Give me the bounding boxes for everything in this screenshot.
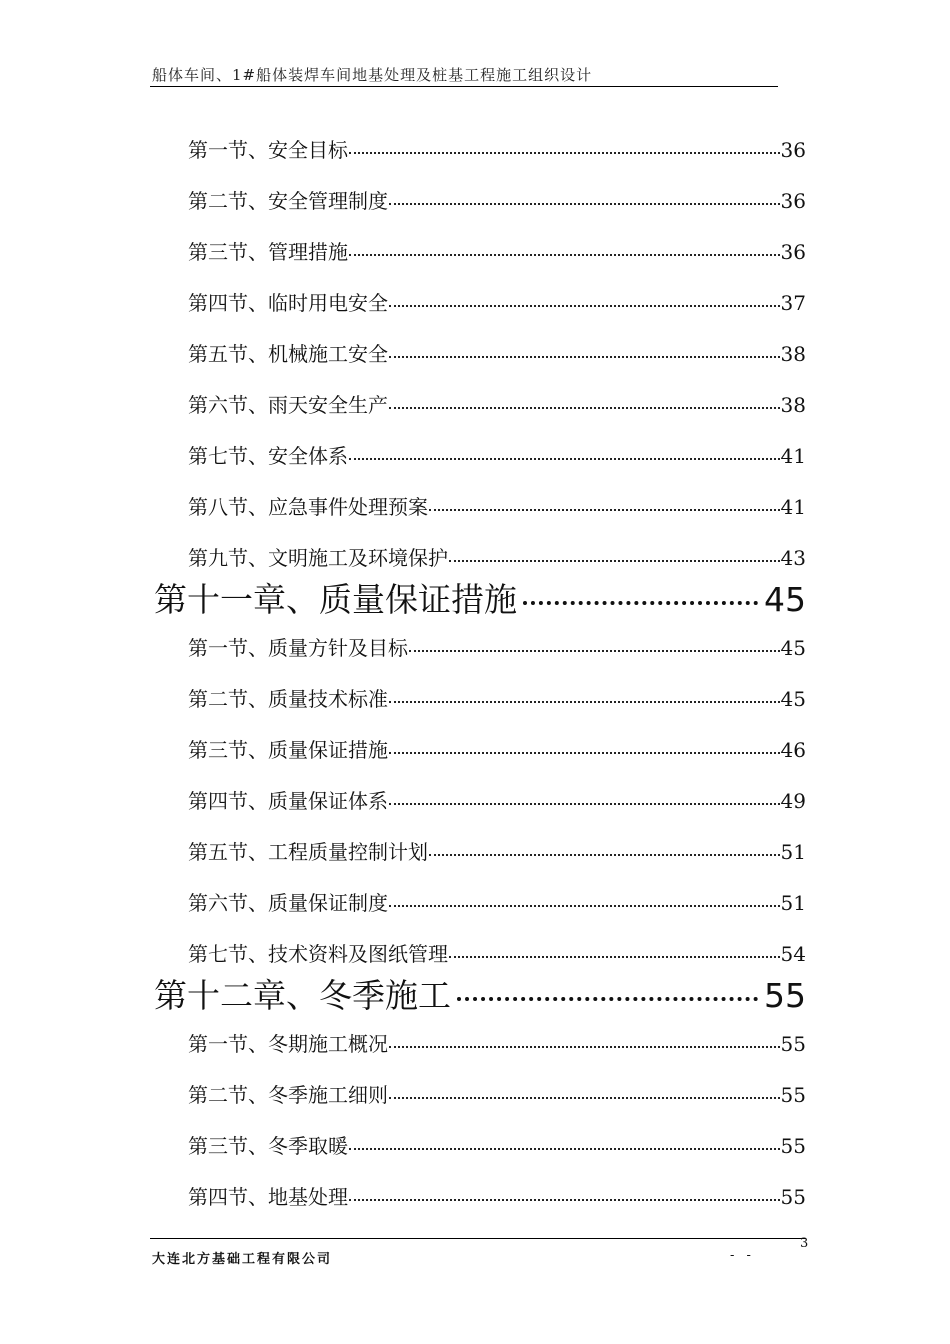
toc-section-entry[interactable] xyxy=(188,938,806,968)
toc-dot-leader xyxy=(389,203,780,205)
toc-section-entry[interactable] xyxy=(188,491,806,521)
toc-dot-leader xyxy=(349,1199,780,1201)
toc-entry-title: 第八节、应急事件处理预案 xyxy=(188,495,428,519)
toc-entry-title: 第三节、冬季取暖 xyxy=(188,1134,348,1158)
footer-company-name: 大连北方基础工程有限公司 xyxy=(152,1252,333,1267)
running-header: 船体车间、1#船体装焊车间地基处理及桩基工程施工组织设计 xyxy=(152,66,593,84)
toc-section-entry[interactable] xyxy=(188,683,806,713)
toc-entry-title: 第六节、质量保证制度 xyxy=(188,891,388,915)
toc-entry-page: 46 xyxy=(780,738,806,762)
toc-chapter-entry[interactable] xyxy=(154,970,806,1014)
toc-entry-page: 38 xyxy=(780,393,806,417)
toc-section-entry[interactable] xyxy=(188,836,806,866)
toc-entry-title: 第七节、技术资料及图纸管理 xyxy=(188,942,448,966)
toc-entry-page: 38 xyxy=(780,342,806,366)
toc-dot-leader xyxy=(389,803,780,805)
toc-dot-leader xyxy=(389,1097,780,1099)
toc-section-entry[interactable] xyxy=(188,185,806,215)
toc-entry-title: 第四节、地基处理 xyxy=(188,1185,348,1209)
toc-dot-leader xyxy=(429,509,780,511)
toc-entry-title: 第一节、质量方针及目标 xyxy=(188,636,408,660)
toc-dot-leader xyxy=(449,956,780,958)
toc-entry-page: 51 xyxy=(780,840,806,864)
toc-entry-page: 54 xyxy=(780,942,806,966)
toc-entry-page: 49 xyxy=(780,789,806,813)
toc-entry-title: 第二节、安全管理制度 xyxy=(188,189,388,213)
toc-entry-title: 第四节、质量保证体系 xyxy=(188,789,388,813)
toc-dot-leader xyxy=(349,1148,780,1150)
toc-section-entry[interactable] xyxy=(188,1028,806,1058)
toc-dot-leader xyxy=(389,701,780,703)
toc-section-entry[interactable] xyxy=(188,389,806,419)
toc-entry-page: 36 xyxy=(780,240,806,264)
toc-entry-title: 第九节、文明施工及环境保护 xyxy=(188,546,448,570)
toc-section-entry[interactable] xyxy=(188,887,806,917)
page-number: 3 xyxy=(800,1236,809,1251)
toc-dot-leader xyxy=(389,305,780,307)
toc-dot-leader xyxy=(389,752,780,754)
toc-entry-title: 第五节、工程质量控制计划 xyxy=(188,840,428,864)
toc-dot-leader xyxy=(349,458,780,460)
toc-section-entry[interactable] xyxy=(188,542,806,572)
toc-entry-page: 41 xyxy=(780,444,806,468)
toc-entry-page: 45 xyxy=(780,687,806,711)
toc-entry-page: 41 xyxy=(780,495,806,519)
toc-entry-page: 37 xyxy=(780,291,806,315)
toc-dot-leader xyxy=(389,407,780,409)
toc-entry-title: 第十一章、质量保证措施 xyxy=(154,580,517,619)
toc-entry-page: 55 xyxy=(780,1134,806,1158)
toc-entry-title: 第四节、临时用电安全 xyxy=(188,291,388,315)
toc-dot-leader xyxy=(409,650,780,652)
footer-dashes: - - xyxy=(730,1248,755,1263)
toc-entry-page: 55 xyxy=(780,1083,806,1107)
toc-dot-leader xyxy=(389,905,780,907)
toc-entry-title: 第一节、安全目标 xyxy=(188,138,348,162)
toc-entry-title: 第五节、机械施工安全 xyxy=(188,342,388,366)
toc-section-entry[interactable] xyxy=(188,734,806,764)
toc-entry-page: 51 xyxy=(780,891,806,915)
toc-section-entry[interactable] xyxy=(188,785,806,815)
toc-entry-title: 第一节、冬期施工概况 xyxy=(188,1032,388,1056)
toc-entry-title: 第六节、雨天安全生产 xyxy=(188,393,388,417)
toc-entry-title: 第三节、管理措施 xyxy=(188,240,348,264)
toc-dot-leader xyxy=(429,854,780,856)
toc-section-entry[interactable] xyxy=(188,236,806,266)
toc-section-entry[interactable] xyxy=(188,440,806,470)
toc-dot-leader xyxy=(389,356,780,358)
toc-entry-title: 第十二章、冬季施工 xyxy=(154,976,451,1015)
toc-entry-page: 55 xyxy=(780,1032,806,1056)
toc-section-entry[interactable] xyxy=(188,338,806,368)
toc-dot-leader xyxy=(389,1046,780,1048)
toc-section-entry[interactable] xyxy=(188,1079,806,1109)
toc-entry-title: 第二节、冬季施工细则 xyxy=(188,1083,388,1107)
toc-section-entry[interactable] xyxy=(188,1130,806,1160)
toc-chapter-entry[interactable] xyxy=(154,574,806,618)
toc-section-entry[interactable] xyxy=(188,1181,806,1211)
toc-dot-leader xyxy=(523,601,758,605)
footer-rule xyxy=(150,1238,806,1239)
toc-entry-title: 第七节、安全体系 xyxy=(188,444,348,468)
toc-dot-leader xyxy=(349,152,780,154)
toc-entry-page: 43 xyxy=(780,546,806,570)
toc-section-entry[interactable] xyxy=(188,632,806,662)
toc-section-entry[interactable] xyxy=(188,134,806,164)
toc-entry-page: 55 xyxy=(764,976,806,1015)
toc-entry-page: 36 xyxy=(780,138,806,162)
toc-entry-page: 55 xyxy=(780,1185,806,1209)
toc-section-entry[interactable] xyxy=(188,287,806,317)
toc-entry-title: 第三节、质量保证措施 xyxy=(188,738,388,762)
toc-entry-title: 第二节、质量技术标准 xyxy=(188,687,388,711)
toc-dot-leader xyxy=(457,997,758,1001)
toc-dot-leader xyxy=(449,560,780,562)
toc-entry-page: 36 xyxy=(780,189,806,213)
toc-entry-page: 45 xyxy=(780,636,806,660)
toc-dot-leader xyxy=(349,254,780,256)
toc-entry-page: 45 xyxy=(764,580,806,619)
